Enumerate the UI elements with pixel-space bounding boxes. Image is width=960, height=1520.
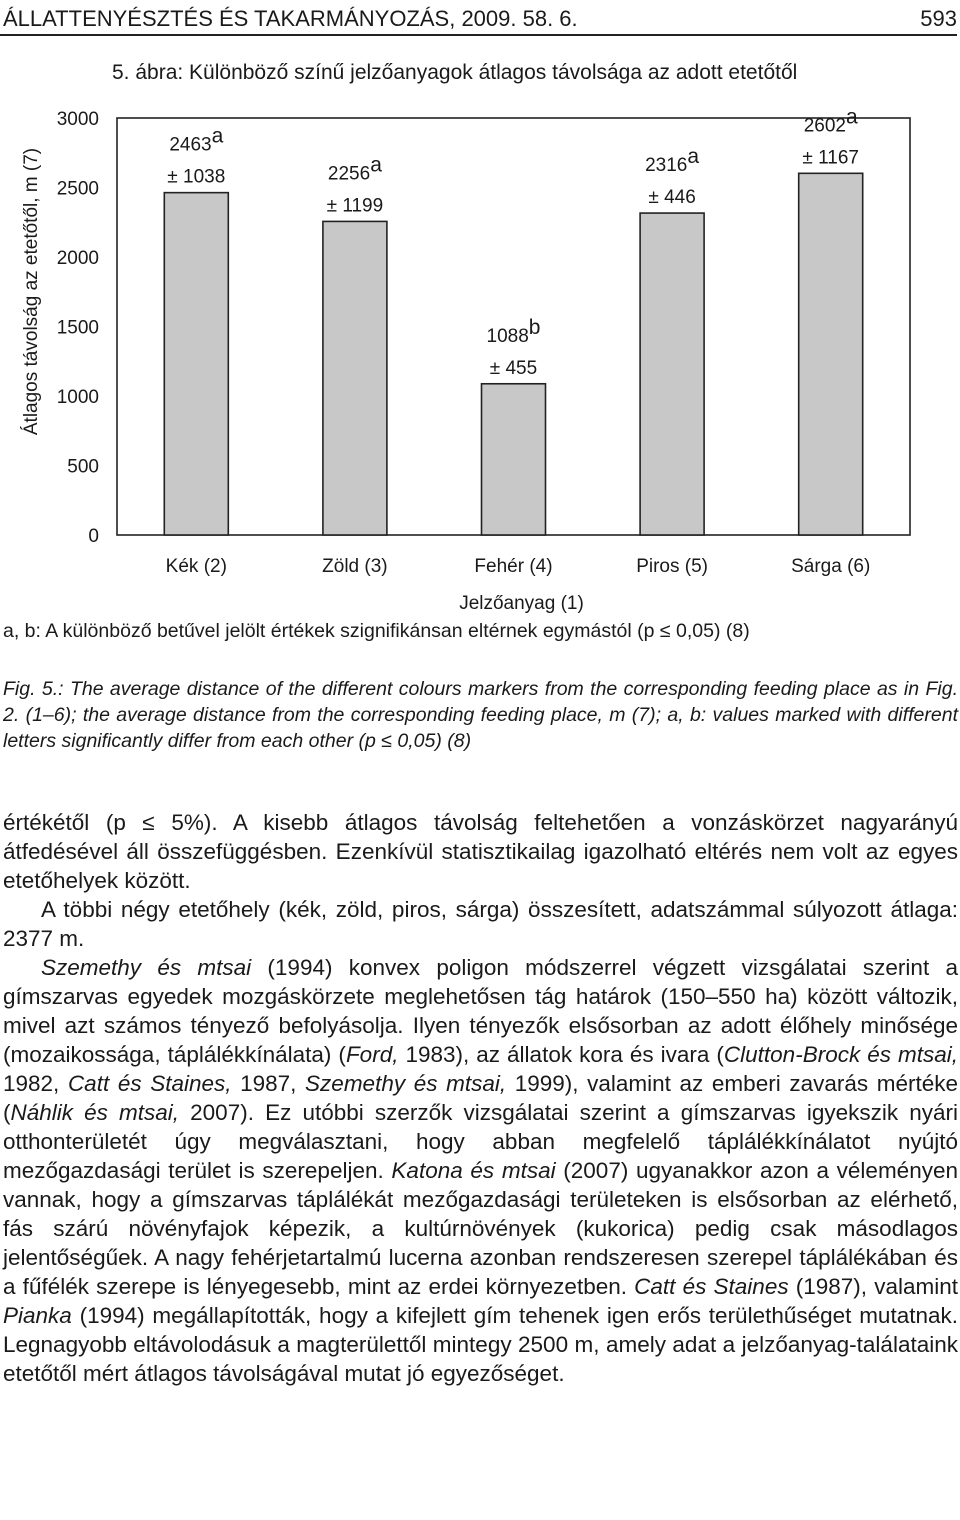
figure-caption: Fig. 5.: The average distance of the different colours markers from the corresponding feeding place as in Fig. 2. (1–6); the average distance from the corresponding feeding place, m (7); a, b: values marked with different letters significantly differ from each other (p ≤ 0,05) (8) bbox=[3, 678, 958, 752]
bar-value: 2602 bbox=[803, 115, 846, 137]
text-run: 1983), az állatok kora és ivara ( bbox=[398, 1042, 724, 1067]
citation: Katona és mtsai bbox=[391, 1158, 556, 1183]
running-header bbox=[0, 4, 957, 36]
page-number: 593 bbox=[920, 6, 957, 31]
y-tick-label: 2000 bbox=[56, 248, 99, 269]
bar-sd-label: ± 1038 bbox=[167, 166, 226, 188]
bar-value-label bbox=[645, 145, 699, 176]
bar-value: 1088 bbox=[486, 325, 529, 347]
significance-letter: a bbox=[845, 105, 858, 129]
journal-title: ÁLLATTENYÉSZTÉS ÉS TAKARMÁNYOZÁS, 2009. 58. 6. bbox=[3, 6, 578, 31]
y-tick-label: 1500 bbox=[56, 317, 99, 339]
x-tick-label: Sárga (6) bbox=[791, 556, 871, 577]
bar-value-label bbox=[804, 105, 858, 136]
paragraph-3 bbox=[3, 953, 958, 1388]
citation: Szemethy és mtsai bbox=[41, 955, 252, 980]
x-tick-label: Fehér (4) bbox=[474, 556, 553, 577]
citation: Szemethy és mtsai, bbox=[305, 1071, 507, 1096]
text-run: 1999), valamint az emberi zavarás mértéke ( bbox=[3, 1071, 958, 1125]
text-run: (1987), valamint bbox=[788, 1274, 958, 1299]
bar-sd-label: ± 446 bbox=[648, 187, 696, 209]
citation: Catt és Staines, bbox=[67, 1071, 232, 1096]
y-tick-label: 2500 bbox=[56, 178, 99, 200]
figure-title: 5. ábra: Különböző színű jelzőanyagok átlagos távolsága az adott etetőtől bbox=[112, 61, 798, 84]
text-run: (2007) ugyanakkor azon a véleményen vannak, hogy a gímszarvas táplálékát mezőgazdasági területeken is elsősorban az elérhető, fás szárú növényfajok képezik, a kultúrnövények (kukorica) pedig csak másodlagos jelentőségűek. A nagy fehérjetartalmú lucerna azonban rendszeresen szerepel táplálékában és a fűfélék szerepe is lényegesebb, mint az erdei környezetben. bbox=[3, 1158, 958, 1299]
y-tick-label: 500 bbox=[67, 456, 99, 478]
x-tick-label: Zöld (3) bbox=[322, 556, 388, 577]
bar-value-label bbox=[328, 153, 382, 184]
body-text bbox=[3, 808, 958, 1388]
text-run: 1982, bbox=[3, 1071, 68, 1096]
bar-value: 2463 bbox=[169, 134, 212, 156]
significance-letter: a bbox=[687, 145, 700, 169]
y-tick-label: 3000 bbox=[56, 109, 99, 130]
citation: Pianka bbox=[3, 1303, 72, 1328]
bar-sd-label: ± 1199 bbox=[326, 195, 384, 217]
bar bbox=[323, 221, 387, 535]
x-axis-label: Jelzőanyag (1) bbox=[459, 593, 584, 614]
significance-note: a, b: A különböző betűvel jelölt értékek szignifikánsan eltérnek egymástól (p ≤ 0,05) (8) bbox=[3, 620, 750, 642]
bar-value: 2316 bbox=[645, 155, 688, 177]
text-run: 1987, bbox=[231, 1071, 306, 1096]
bar-value-label bbox=[169, 125, 223, 156]
significance-letter: a bbox=[211, 124, 224, 148]
bar bbox=[482, 384, 546, 535]
paragraph-1: értékétől (p ≤ 5%). A kisebb átlagos távolság feltehetően a vonzáskörzet nagyarányú átfedésével áll összefüggésben. Ezenkívül statisztikailag igazolható eltérés nem volt az egyes etetőhelyek között. bbox=[3, 810, 958, 893]
citation: Clutton-Brock és mtsai, bbox=[723, 1042, 958, 1067]
bar-sd-label: ± 1167 bbox=[802, 147, 859, 169]
significance-letter: b bbox=[528, 315, 541, 339]
x-tick-label: Kék (2) bbox=[165, 556, 227, 577]
bar bbox=[164, 193, 228, 535]
y-tick-label: 1000 bbox=[56, 387, 99, 408]
significance-letter: a bbox=[370, 153, 382, 177]
text-run: (1994) megállapították, hogy a kifejlett gím tehenek igen erős területhűséget mutatnak. Legnagyobb eltávolodásuk a magterülettől mintegy 2500 m, amely adat a jelzőanyag-találataink etetőtől mért átlagos távolságával mutat jó egyezőséget. bbox=[3, 1303, 958, 1386]
bar-sd-label: ± 455 bbox=[489, 357, 538, 379]
citation: Catt és Staines bbox=[634, 1274, 789, 1299]
text-run: (1994) konvex poligon módszerrel végzett vizsgálatai szerint a gímszarvas egyedek mozgáskörzete meglehetősen tág határok (150–550 ha) között változik, mivel azt számos tényező befolyásolja. Ilyen tényezők elsősorban az adott élőhely minősége (mozaikossága, táplálékkínálata) ( bbox=[3, 955, 958, 1067]
paragraph-2: A többi négy etetőhely (kék, zöld, piros, sárga) összesített, adatszámmal súlyozott átlaga: 2377 m. bbox=[3, 897, 958, 951]
bar bbox=[640, 213, 704, 535]
y-tick-label: 0 bbox=[88, 526, 99, 547]
x-tick-label: Piros (5) bbox=[636, 556, 708, 577]
bar-value-label bbox=[487, 316, 541, 347]
citation: Ford, bbox=[345, 1042, 399, 1067]
text-run: 2007). Ez utóbbi szerzők vizsgálatai szerint a gímszarvas igyekszik nyári otthonterületét úgy megválasztani, hogy abban megfelelő táplálékkínálatot nyújtó mezőgazdasági terület is szerepeljen. bbox=[3, 1100, 958, 1183]
bar bbox=[799, 173, 863, 535]
bar-chart bbox=[0, 100, 960, 615]
y-axis-label: Átlagos távolság az etetőtől, m (7) bbox=[21, 147, 42, 436]
citation: Náhlik és mtsai, bbox=[10, 1100, 180, 1125]
bar-value: 2256 bbox=[327, 163, 371, 185]
